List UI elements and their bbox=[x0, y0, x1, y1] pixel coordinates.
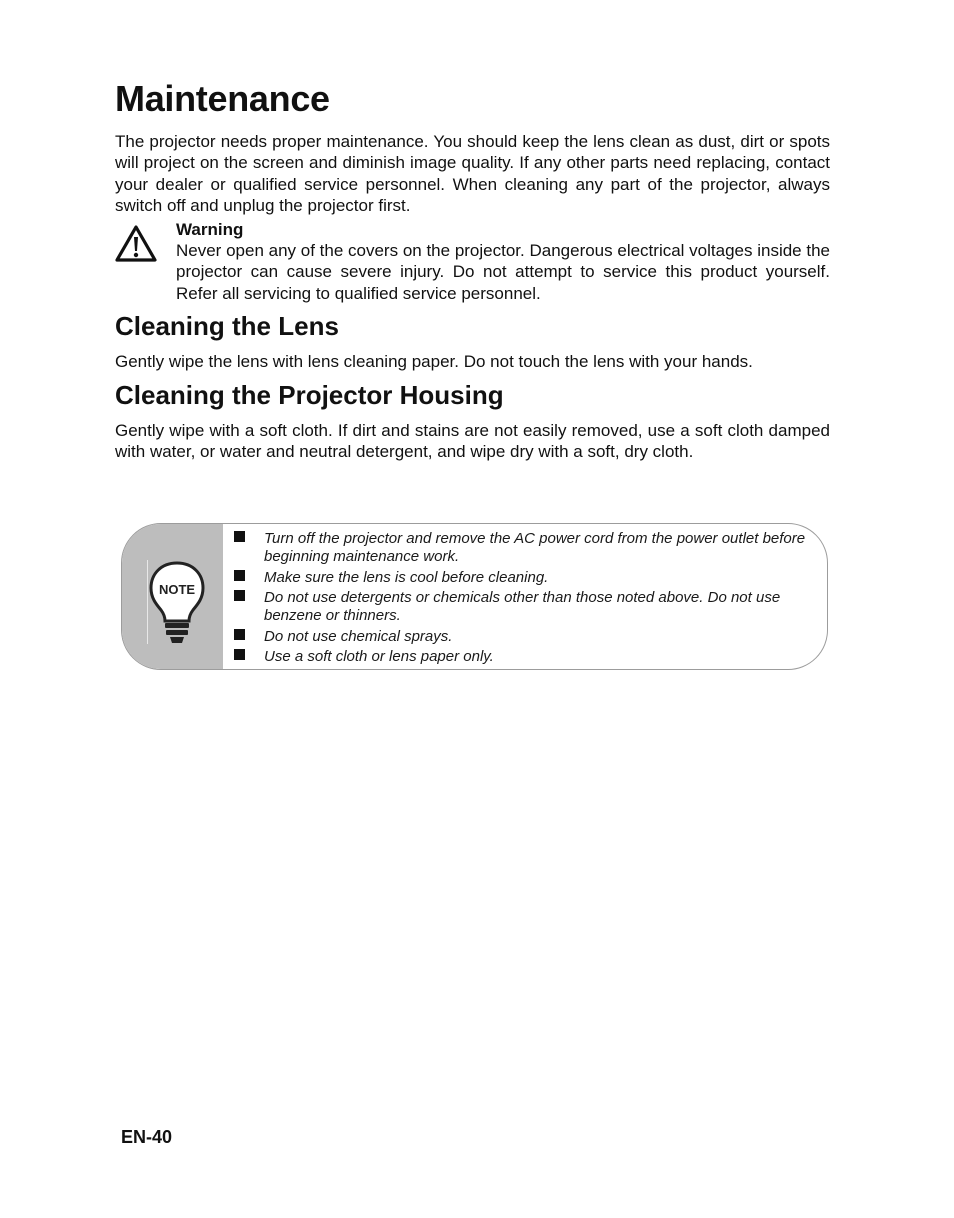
note-item bbox=[232, 648, 822, 666]
square-bullet-icon bbox=[234, 570, 245, 581]
square-bullet-icon bbox=[234, 649, 245, 660]
square-bullet-icon bbox=[234, 629, 245, 640]
note-item-text: Make sure the lens is cool before cleaning. bbox=[264, 568, 549, 586]
page-title: Maintenance bbox=[115, 78, 330, 119]
note-item bbox=[232, 530, 822, 566]
note-lightbulb-icon bbox=[148, 560, 206, 646]
note-item-text: Do not use detergents or chemicals other than those noted above. Do not use benzene or thinners. bbox=[264, 589, 781, 624]
note-item-text: Turn off the projector and remove the AC power cord from the power outlet before beginning maintenance work. bbox=[264, 530, 806, 565]
note-sidebar bbox=[122, 524, 223, 669]
note-item bbox=[232, 589, 822, 625]
intro-paragraph: The projector needs proper maintenance. You should keep the lens clean as dust, dirt or spots will project on the screen and diminish image quality. If any other parts need replacing, contact your dealer or qualified service personnel. When cleaning any part of the projector, always switch off and unplug the projector first. bbox=[115, 132, 830, 215]
square-bullet-icon bbox=[234, 531, 245, 542]
note-box bbox=[121, 523, 828, 670]
note-icon-label: NOTE bbox=[158, 582, 196, 597]
section-text-cleaning-housing: Gently wipe with a soft cloth. If dirt and stains are not easily removed, use a soft cloth damped with water, or water and neutral detergent, and wipe dry with a soft, dry cloth. bbox=[115, 421, 830, 462]
warning-triangle-icon bbox=[114, 224, 158, 264]
note-item bbox=[232, 569, 822, 587]
warning-title: Warning bbox=[176, 220, 244, 239]
note-item-text: Use a soft cloth or lens paper only. bbox=[264, 648, 494, 665]
warning-text: Never open any of the covers on the projector. Dangerous electrical voltages inside the projector can cause severe injury. Do not attempt to service this product yourself. Refer all servicing to qualified service personnel. bbox=[176, 241, 830, 303]
note-item bbox=[232, 628, 822, 646]
section-heading-cleaning-lens: Cleaning the Lens bbox=[115, 311, 339, 341]
note-item-text: Do not use chemical sprays. bbox=[264, 627, 453, 645]
warning-block bbox=[176, 219, 830, 304]
square-bullet-icon bbox=[234, 590, 245, 601]
page-number: EN-40 bbox=[121, 1127, 173, 1147]
section-heading-cleaning-housing: Cleaning the Projector Housing bbox=[115, 380, 504, 410]
section-text-cleaning-lens: Gently wipe the lens with lens cleaning paper. Do not touch the lens with your hands. bbox=[115, 352, 753, 371]
note-list bbox=[232, 530, 822, 669]
